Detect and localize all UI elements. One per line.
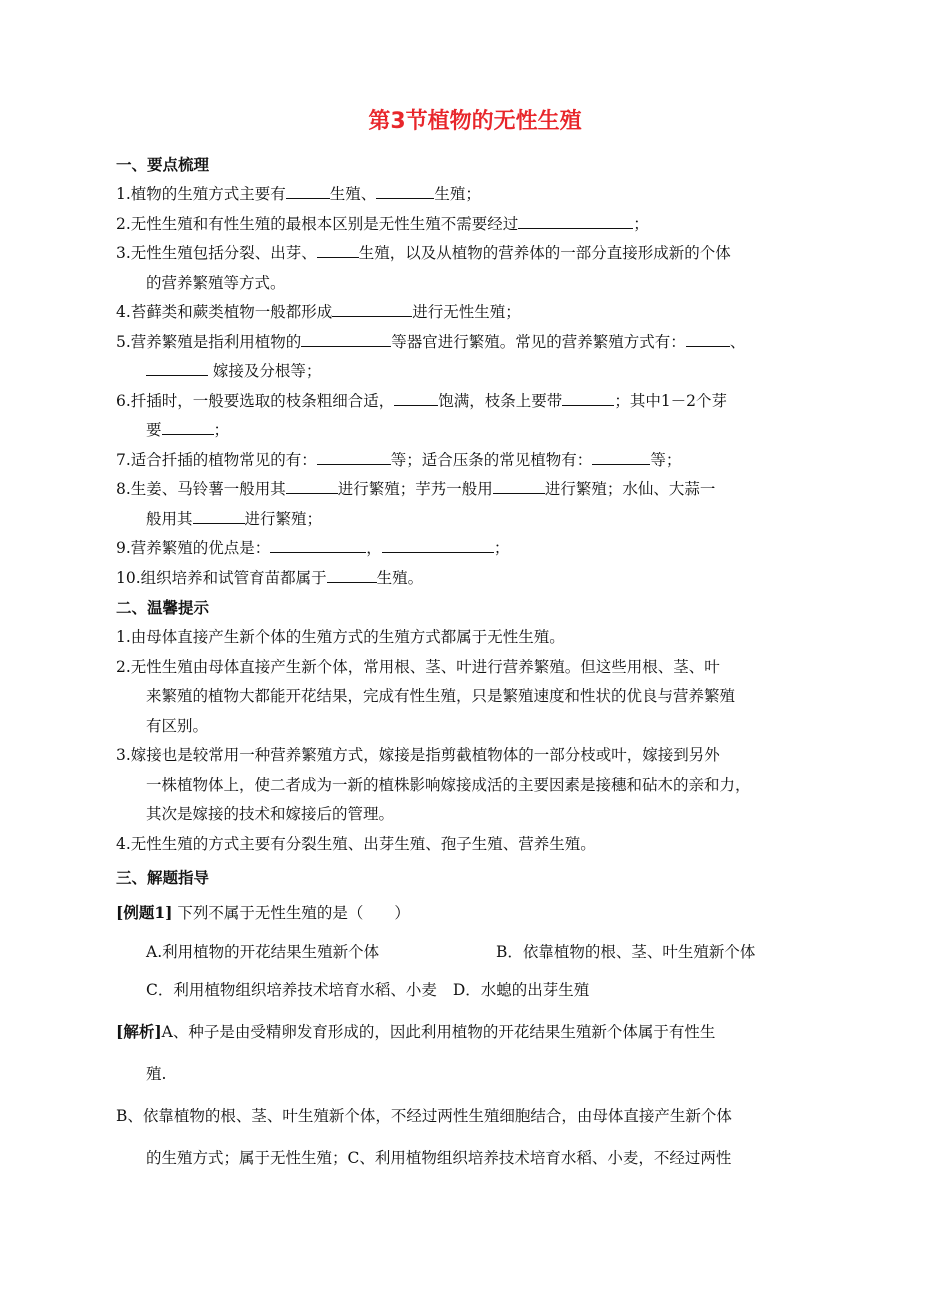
section-heading-guidance: 三、解题指导 bbox=[116, 869, 210, 887]
text: 等； bbox=[650, 450, 682, 469]
text: 8.生姜、马铃薯一般用其 bbox=[116, 480, 286, 498]
option-c[interactable]: C．利用植物组织培养技术培育水稻、小麦 bbox=[146, 981, 437, 999]
text: 5.营养繁殖是指利用植物的 bbox=[116, 332, 302, 351]
text: 3.无性生殖包括分裂、出芽、 bbox=[116, 244, 317, 262]
fill-blank[interactable] bbox=[301, 329, 391, 347]
analysis-cont: 的生殖方式；属于无性生殖；C、利用植物组织培养技术培育水稻、小麦，不经过两性 bbox=[146, 1149, 732, 1167]
tip-2-cont: 来繁殖的植物大都能开花结果，完成有性生殖，只是繁殖速度和性状的优良与营养繁殖 bbox=[146, 687, 736, 705]
fill-blank[interactable] bbox=[493, 476, 545, 494]
section-heading-key-points: 一、要点梳理 bbox=[116, 156, 210, 174]
point-8 bbox=[116, 475, 846, 505]
text: 要 bbox=[146, 421, 162, 439]
fill-blank[interactable] bbox=[286, 181, 330, 199]
tip-2: 2.无性生殖由母体直接产生新个体，常用根、茎、叶进行营养繁殖。但这些用根、茎、叶 bbox=[116, 657, 720, 676]
section-heading-tips: 二、温馨提示 bbox=[116, 599, 210, 617]
text: 生殖、 bbox=[329, 185, 377, 203]
text: 9.营养繁殖的优点是： bbox=[116, 539, 271, 557]
option-a[interactable]: A.利用植物的开花结果生殖新个体 bbox=[146, 943, 380, 961]
text: 般用其 bbox=[146, 509, 193, 528]
text: 饱满，枝条上要带 bbox=[438, 391, 563, 410]
point-5-cont bbox=[116, 357, 846, 387]
text: 生殖，以及从植物的营养体的一部分直接形成新的个体 bbox=[358, 244, 731, 262]
point-5 bbox=[116, 328, 846, 358]
tip-4: 4.无性生殖的方式主要有分裂生殖、出芽生殖、孢子生殖、营养生殖。 bbox=[116, 834, 596, 853]
fill-blank[interactable] bbox=[317, 447, 391, 465]
fill-blank[interactable] bbox=[332, 299, 412, 317]
text: 生殖。 bbox=[376, 568, 424, 587]
text: 4.苔藓类和蕨类植物一般都形成 bbox=[116, 303, 333, 321]
fill-blank[interactable] bbox=[376, 181, 434, 199]
fill-blank[interactable] bbox=[394, 388, 438, 406]
point-6 bbox=[116, 387, 846, 417]
option-row bbox=[116, 971, 846, 1009]
document-body bbox=[116, 150, 846, 1179]
question-text: 下列不属于无性生殖的是（ ） bbox=[172, 904, 410, 922]
point-3 bbox=[116, 239, 846, 269]
tip-3-cont: 一株植物体上，使二者成为一新的植株影响嫁接成活的主要因素是接穗和砧木的亲和力， bbox=[146, 775, 751, 794]
text: 等；适合压条的常见植物有： bbox=[390, 450, 593, 469]
text: 2.无性生殖和有性生殖的最根本区别是无性生殖不需要经过 bbox=[116, 214, 519, 233]
point-2 bbox=[116, 210, 846, 240]
option-row bbox=[116, 933, 846, 971]
text: 6.扦插时，一般要选取的枝条粗细合适， bbox=[116, 391, 395, 410]
example-question bbox=[116, 893, 846, 933]
analysis-cont: 殖. bbox=[146, 1065, 167, 1083]
option-b[interactable]: B．依靠植物的根、茎、叶生殖新个体 bbox=[496, 943, 756, 961]
point-3-cont: 的营养繁殖等方式。 bbox=[146, 273, 286, 292]
text: 生殖； bbox=[434, 185, 481, 203]
point-7 bbox=[116, 446, 846, 476]
text: 嫁接及分根等； bbox=[208, 362, 322, 380]
fill-blank[interactable] bbox=[286, 476, 338, 494]
analysis-text: A、种子是由受精卵发育形成的，因此利用植物的开花结果生殖新个体属于有性生 bbox=[161, 1023, 716, 1041]
text: 进行无性生殖； bbox=[412, 303, 521, 321]
point-9 bbox=[116, 534, 846, 564]
page-title: 第3节植物的无性生殖 bbox=[368, 109, 582, 134]
text: 进行繁殖；水仙、大蒜一 bbox=[544, 480, 716, 498]
text: 等器官进行繁殖。常见的营养繁殖方式有： bbox=[391, 332, 686, 351]
text: ； bbox=[493, 539, 510, 557]
text: 进行繁殖； bbox=[244, 509, 323, 528]
tip-2-cont: 有区别。 bbox=[146, 716, 209, 735]
option-d[interactable]: D．水螅的出芽生殖 bbox=[452, 981, 590, 999]
fill-blank[interactable] bbox=[317, 240, 359, 258]
tip-1: 1.由母体直接产生新个体的生殖方式的生殖方式都属于无性生殖。 bbox=[116, 628, 565, 646]
fill-blank[interactable] bbox=[592, 447, 650, 465]
fill-blank[interactable] bbox=[193, 506, 245, 524]
point-1 bbox=[116, 180, 846, 210]
example-tag: [例题1] bbox=[116, 903, 173, 922]
text: ；其中1－2个芽 bbox=[614, 391, 728, 410]
text: 7.适合扦插的植物常见的有： bbox=[116, 450, 317, 469]
tip-3-cont: 其次是嫁接的技术和嫁接后的管理。 bbox=[146, 805, 395, 823]
fill-blank[interactable] bbox=[146, 358, 208, 376]
tip-3: 3.嫁接也是较常用一种营养繁殖方式，嫁接是指剪截植物体的一部分枝或叶，嫁接到另外 bbox=[116, 746, 720, 764]
analysis-line: B、依靠植物的根、茎、叶生殖新个体，不经过两性生殖细胞结合，由母体直接产生新个体 bbox=[116, 1107, 732, 1125]
text: 1.植物的生殖方式主要有 bbox=[116, 185, 286, 203]
fill-blank[interactable] bbox=[270, 535, 366, 553]
fill-blank[interactable] bbox=[686, 329, 730, 347]
analysis-tag: [解析] bbox=[116, 1022, 162, 1041]
point-10 bbox=[116, 564, 846, 594]
text: ， bbox=[366, 539, 382, 557]
text: 10.组织培养和试管育苗都属于 bbox=[116, 568, 327, 587]
text: 、 bbox=[729, 332, 746, 351]
fill-blank[interactable] bbox=[382, 535, 494, 553]
text: ； bbox=[633, 214, 649, 233]
text: 进行繁殖；芋艿一般用 bbox=[337, 480, 493, 498]
point-8-cont bbox=[116, 505, 846, 535]
point-4 bbox=[116, 298, 846, 328]
fill-blank[interactable] bbox=[562, 388, 614, 406]
fill-blank[interactable] bbox=[327, 565, 377, 583]
point-6-cont bbox=[116, 416, 846, 446]
fill-blank[interactable] bbox=[162, 417, 214, 435]
text: ； bbox=[213, 421, 230, 439]
analysis-line bbox=[116, 1011, 846, 1053]
fill-blank[interactable] bbox=[518, 211, 633, 229]
